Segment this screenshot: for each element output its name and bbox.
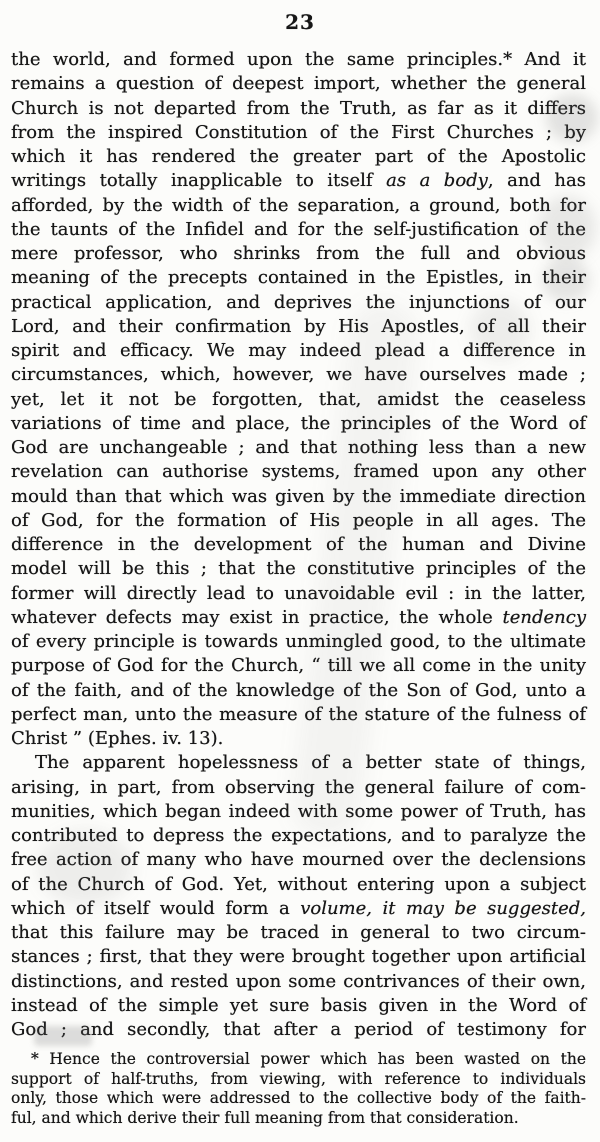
text-run: Lord, and their confirmation by His Apostles, of all their bbox=[11, 315, 586, 337]
text-line bbox=[11, 169, 586, 193]
text-line bbox=[11, 679, 586, 703]
text-line bbox=[11, 412, 586, 436]
text-run: God ; and secondly, that after a period of testimony for bbox=[11, 1019, 586, 1040]
text-line bbox=[11, 1089, 586, 1109]
text-run: meaning of the precepts contained in the Epistles, in their bbox=[11, 267, 586, 289]
text-run: that this failure may be traced in general to two circum- bbox=[11, 922, 586, 943]
text-line bbox=[11, 363, 586, 387]
text-run: instead of the simple yet sure basis given in the Word of bbox=[11, 994, 586, 1016]
text-run: the world, and formed upon the same principles.* And it bbox=[11, 49, 586, 70]
text-run: circumstances, which, however, we have ourselves made ; bbox=[11, 364, 586, 386]
text-run: Church is not departed from the Truth, as far as it differs bbox=[11, 97, 586, 119]
text-run: mere professor, who shrinks from the full and obvious bbox=[11, 243, 586, 264]
text-line bbox=[11, 121, 586, 145]
text-run: purpose of God for the Church, “ till we all come in the unity bbox=[11, 655, 586, 677]
text-run: which of itself would form a bbox=[11, 897, 301, 919]
italic-run: tendency bbox=[502, 606, 586, 628]
text-line bbox=[11, 1050, 586, 1070]
text-run: variations of time and place, the principles of the Word of bbox=[11, 412, 586, 434]
text-run: * Hence the controversial power which has been wasted on the bbox=[31, 1050, 586, 1068]
text-line bbox=[11, 606, 586, 630]
text-line bbox=[11, 630, 586, 654]
text-line bbox=[11, 945, 586, 969]
footnote bbox=[11, 1050, 586, 1128]
text-run: The apparent hopelessness of a better state of things, bbox=[35, 752, 586, 774]
text-line bbox=[11, 654, 586, 678]
text-line bbox=[11, 48, 586, 72]
text-run: model will be this ; that the constitutive principles of the bbox=[11, 558, 586, 580]
text-line bbox=[11, 873, 586, 897]
text-run: yet, let it not be forgotten, that, amidst the ceaseless bbox=[11, 388, 586, 410]
text-line bbox=[11, 509, 586, 533]
text-line bbox=[11, 1109, 586, 1129]
text-line bbox=[11, 291, 586, 315]
text-line bbox=[11, 145, 586, 169]
text-line bbox=[11, 848, 586, 872]
text-run: of the Church of God. Yet, without entering upon a subject bbox=[11, 873, 586, 895]
italic-run: volume, it may be suggested, bbox=[300, 897, 586, 919]
text-run: contributed to depress the expectations, and to paralyze the bbox=[11, 825, 586, 846]
text-line bbox=[11, 921, 586, 945]
text-run: spirit and efficacy. We may indeed plead a difference in bbox=[11, 340, 586, 361]
text-line bbox=[11, 315, 586, 339]
text-run: munities, which began indeed with some power of Truth, has bbox=[11, 800, 586, 822]
text-line bbox=[11, 1018, 586, 1042]
text-run: the taunts of the Infidel and for the self-justification of the bbox=[11, 218, 586, 240]
text-run: ful, and which derive their full meaning from that consideration. bbox=[11, 1108, 519, 1127]
text-run: remains a question of deepest import, whether the general bbox=[11, 73, 586, 95]
text-run: of God, for the formation of His people in all ages. The bbox=[11, 509, 586, 531]
text-line bbox=[11, 242, 586, 266]
paragraph bbox=[11, 751, 586, 1042]
text-run: difference in the development of the human and Divine bbox=[11, 534, 586, 555]
text-run: which it has rendered the greater part of the Apostolic bbox=[11, 146, 586, 167]
paragraph bbox=[11, 48, 586, 751]
text-run: stances ; first, that they were brought together upon artificial bbox=[11, 946, 586, 968]
text-run: of the faith, and of the knowledge of the Son of God, unto a bbox=[11, 679, 586, 701]
text-line bbox=[11, 897, 586, 921]
text-run: revelation can authorise systems, framed upon any other bbox=[11, 461, 586, 483]
text-line bbox=[11, 970, 586, 994]
text-line bbox=[11, 436, 586, 460]
text-run: Christ ” (Ephes. iv. 13). bbox=[11, 728, 224, 749]
text-run: support of half-truths, from viewing, with reference to individuals bbox=[11, 1069, 586, 1088]
text-line bbox=[11, 800, 586, 824]
text-run: writings totally inapplicable to itself bbox=[11, 170, 387, 192]
text-run: only, those which were addressed to the collective body of the faith- bbox=[11, 1089, 586, 1108]
text-run: God are unchangeable ; and that nothing less than a new bbox=[11, 437, 586, 458]
main-text bbox=[11, 48, 586, 1042]
text-run: afforded, by the width of the separation, a ground, both for bbox=[11, 194, 586, 216]
text-line bbox=[11, 582, 586, 606]
text-line bbox=[11, 266, 586, 290]
italic-run: as a body bbox=[386, 170, 488, 192]
text-line bbox=[11, 557, 586, 581]
text-line bbox=[11, 460, 586, 484]
text-line bbox=[11, 388, 586, 412]
text-run: perfect man, unto the measure of the stature of the fulness of bbox=[11, 703, 586, 725]
text-line bbox=[11, 994, 586, 1018]
text-line bbox=[11, 727, 586, 751]
text-line bbox=[11, 218, 586, 242]
text-run: free action of many who have mourned over the declensions bbox=[11, 849, 586, 871]
page-number: 23 bbox=[285, 10, 315, 34]
text-line bbox=[11, 776, 586, 800]
text-line bbox=[11, 533, 586, 557]
text-run: from the inspired Constitution of the First Churches ; by bbox=[11, 121, 586, 143]
text-line bbox=[11, 339, 586, 363]
text-line bbox=[11, 194, 586, 218]
text-run: arising, in part, from observing the general failure of com- bbox=[11, 776, 586, 798]
text-line bbox=[11, 485, 586, 509]
text-line bbox=[11, 72, 586, 96]
text-run: distinctions, and rested upon some contrivances of their own, bbox=[11, 970, 586, 992]
text-run: practical application, and deprives the injunctions of our bbox=[11, 291, 586, 313]
text-run: former will directly lead to unavoidable evil : in the latter, bbox=[11, 582, 586, 604]
text-run: mould than that which was given by the immediate direction bbox=[11, 485, 586, 507]
text-run: of every principle is towards unmingled good, to the ultimate bbox=[11, 631, 586, 652]
text-run: whatever defects may exist in practice, the whole bbox=[11, 606, 503, 628]
text-run: , and has bbox=[487, 170, 586, 192]
text-line bbox=[11, 751, 586, 775]
text-line bbox=[11, 703, 586, 727]
text-line bbox=[11, 824, 586, 848]
text-line bbox=[11, 1070, 586, 1090]
text-line bbox=[11, 97, 586, 121]
